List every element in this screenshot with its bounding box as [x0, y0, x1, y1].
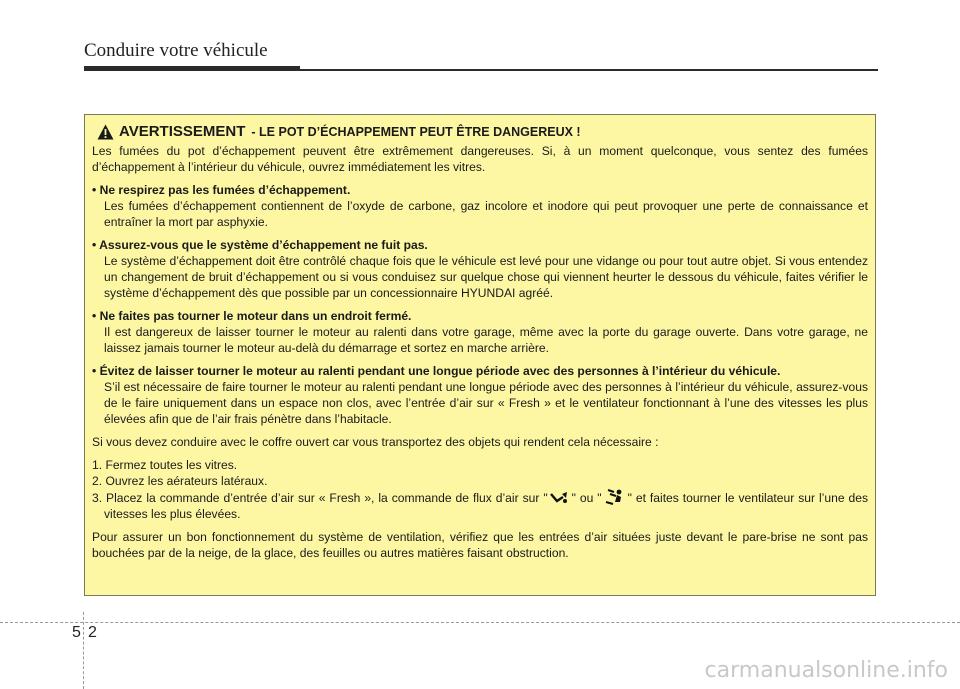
bullet-head: • Ne faites pas tourner le moteur dans un endroit fermé.: [92, 309, 412, 323]
bullet-item: [92, 363, 868, 427]
warning-box: [84, 114, 876, 596]
step-item: [92, 489, 868, 522]
header-rule-thick: [84, 66, 300, 71]
warning-intro: Les fumées du pot d’échappement peuvent être extrêmement dangereuses. Si, à un moment quelconque, vous sentez des fumées d’échappement à l’intérieur du véhicule, ouvrez immédiatement les vitres.: [92, 144, 868, 174]
chapter-number: 5: [72, 624, 81, 641]
bullet-head: • Ne respirez pas les fumées d’échappement.: [92, 183, 351, 197]
closing-paragraph: Pour assurer un bon fonctionnement du système de ventilation, vérifiez que les entrées d’air situées juste devant le pare-brise ne sont pas bouchées par de la neige, de la glace, des feuilles ou autres matières faisant obstruction.: [92, 530, 868, 560]
steps-list: [92, 457, 868, 522]
floor-airflow-icon: [550, 491, 570, 505]
trunk-intro: Si vous devez conduire avec le coffre ouvert car vous transportez des objets qui rendent cela nécessaire :: [92, 435, 659, 449]
step3-text-a: 3. Placez la commande d’entrée d’air sur « Fresh », la commande de flux d’air sur ": [92, 491, 548, 505]
bullet-head: • Évitez de laisser tourner le moteur au ralenti pendant une longue période avec des personnes à l’intérieur du véhicule.: [92, 364, 781, 378]
step3-text-b: " ou ": [571, 491, 602, 505]
bullet-body: Le système d’échappement doit être contrôlé chaque fois que le véhicule est levé pour une vidange ou pour tout autre objet. Si vous entendez un changement de bruit d’échappement ou si vous conduisez sur quelque chose qui viennent heurter le dessous du véhicule, faites vérifier le système d’échappement dès que possible par un concessionnaire HYUNDAI agréé.: [104, 254, 868, 300]
watermark-logo: carmanualsonline.info: [704, 658, 948, 683]
page-number: 2: [88, 624, 97, 641]
bullet-item: [92, 182, 868, 230]
footer-divider: [0, 622, 960, 623]
bullet-body: Il est dangereux de laisser tourner le moteur au ralenti dans votre garage, même avec la porte du garage ouverte. Dans votre garage, ne laissez jamais tourner le moteur au-delà du démarrage et sortez en marche arrière.: [104, 325, 868, 355]
bullet-body: Les fumées d’échappement contiennent de l’oxyde de carbone, gaz incolore et inodore qui peut provoquer une perte de connaissance et entraîner la mort par asphyxie.: [104, 199, 868, 229]
footer-vertical-divider: [83, 612, 84, 689]
warning-header: [97, 124, 868, 140]
warning-title: AVERTISSEMENT: [119, 123, 246, 140]
bullet-head: • Assurez-vous que le système d’échappement ne fuit pas.: [92, 238, 428, 252]
section-title: Conduire votre véhicule: [84, 40, 268, 61]
step-item: 1. Fermez toutes les vitres.: [92, 458, 238, 472]
header-rule-thin: [300, 69, 878, 71]
step-item: 2. Ouvrez les aérateurs latéraux.: [92, 474, 268, 488]
step3-text-c: " et faites tourner le ventilateur sur l’une des vitesses les plus élevées.: [104, 491, 869, 521]
warning-subtitle: - LE POT D’ÉCHAPPEMENT PEUT ÊTRE DANGEREUX !: [251, 125, 581, 139]
bullet-body: S’il est nécessaire de faire tourner le moteur au ralenti pendant une longue période avec des personnes à l’intérieur du véhicule, assurez-vous de le faire uniquement dans un espace non clos, avec l’entrée d’air sur « Fresh » et le ventilateur fonctionnant à l’une des vitesses les plus élevées afin que de l’air frais pénètre dans l’habitacle.: [104, 380, 868, 426]
warning-triangle-icon: [97, 124, 114, 140]
floor-defrost-airflow-icon: [604, 489, 626, 505]
bullet-item: [92, 237, 868, 301]
bullet-item: [92, 308, 868, 356]
